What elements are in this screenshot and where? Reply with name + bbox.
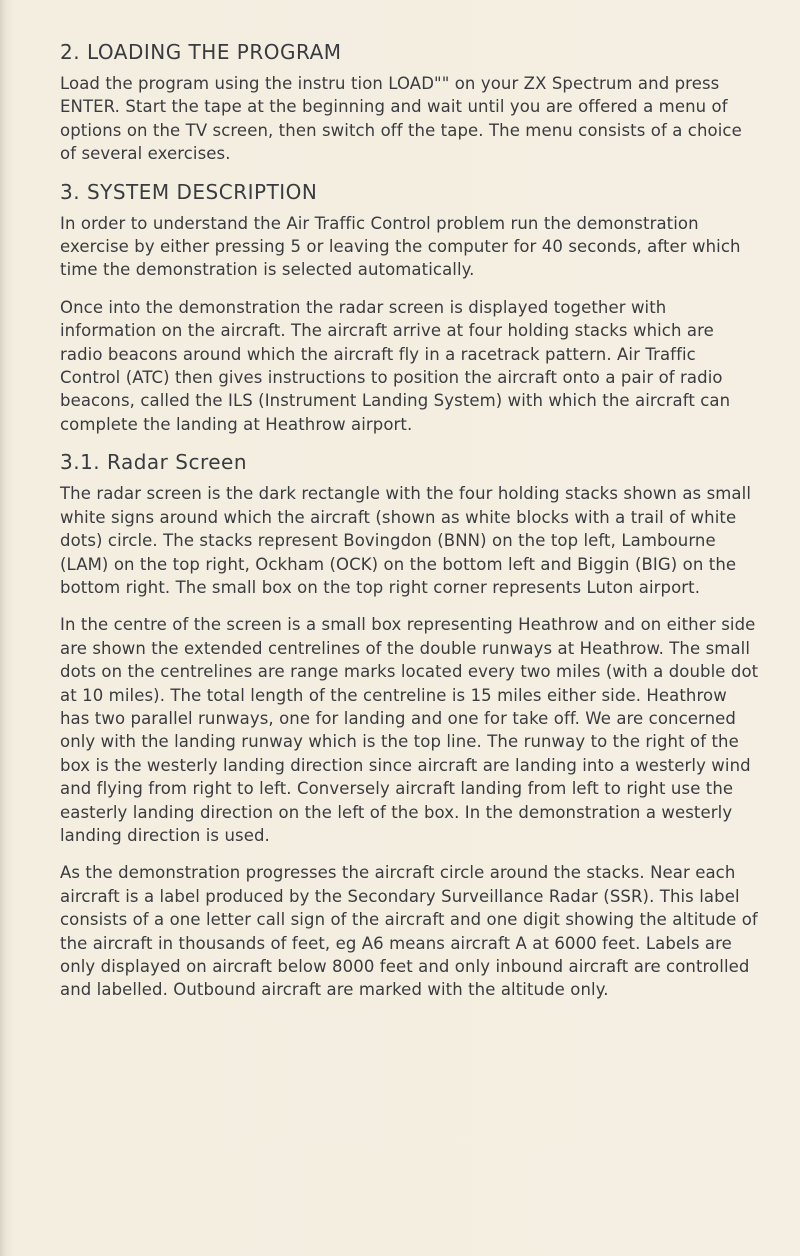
paragraph-radar-3: As the demonstration progresses the aircraft circle around the stacks. Near each aircraft is a label produced by the Secondary Surveillance Radar (SSR). This label consists of a one letter call sign of the aircraft and one digit showing the altitude of the aircraft in thousands of feet, eg A6 means aircraft A at 6000 feet. Labels are only displayed on aircraft below 8000 feet and only inbound aircraft are controlled and labelled. Outbound aircraft are marked with the altitude only. xyxy=(60,863,758,1000)
paragraph-radar-1: The radar screen is the dark rectangle with the four holding stacks shown as small white signs around which the aircraft (shown as white blocks with a trail of white dots) circle. The stacks represent Bovingdon (BNN) on the top left, Lambourne (LAM) on the top right, Ockham (OCK) on the bottom left and Biggin (BIG) on the bottom right. The small box on the top right corner represents Luton airport. xyxy=(60,484,752,597)
paragraph-system-2: Once into the demonstration the radar screen is displayed together with information on the aircraft. The aircraft arrive at four holding stacks which are radio beacons around which the aircraft fly in a racetrack pattern. Air Traffic Control (ATC) then gives instructions to position the aircraft onto a pair of radio beacons, called the ILS (Instrument Landing System) with which the aircraft can complete the landing at Heathrow airport. xyxy=(60,297,731,434)
section-heading-radar: 3.1. Radar Screen xyxy=(60,450,248,475)
paragraph-system-1: In order to understand the Air Traffic Control problem run the demonstration exercise by either pressing 5 or leaving the computer for 40 seconds, after which time the demonstration is selected automatically. xyxy=(60,213,741,280)
paragraph-loading: Load the program using the instru tion LOAD"" on your ZX Spectrum and press ENTER. Start the tape at the beginning and wait until you are offered a menu of options on the TV screen, then switch off the tape. The menu consists of a choice of several exercises. xyxy=(60,74,742,164)
section-heading-loading: 2. LOADING THE PROGRAM xyxy=(60,40,342,64)
section-heading-system: 3. SYSTEM DESCRIPTION xyxy=(60,179,318,204)
page-content xyxy=(60,40,760,1002)
paragraph-radar-2: In the centre of the screen is a small box representing Heathrow and on either side are shown the extended centrelines of the double runways at Heathrow. The small dots on the centrelines are range marks located every two miles (with a double dot at 10 miles). The total length of the centreline is 15 miles either side. Heathrow has two parallel runways, one for landing and one for take off. We are concerned only with the landing runway which is the top line. The runway to the right of the box is the westerly landing direction since aircraft are landing into a westerly wind and flying from right to left. Conversely aircraft landing from left to right use the easterly landing direction on the left of the box. In the demonstration a westerly landing direction is used. xyxy=(60,615,759,845)
